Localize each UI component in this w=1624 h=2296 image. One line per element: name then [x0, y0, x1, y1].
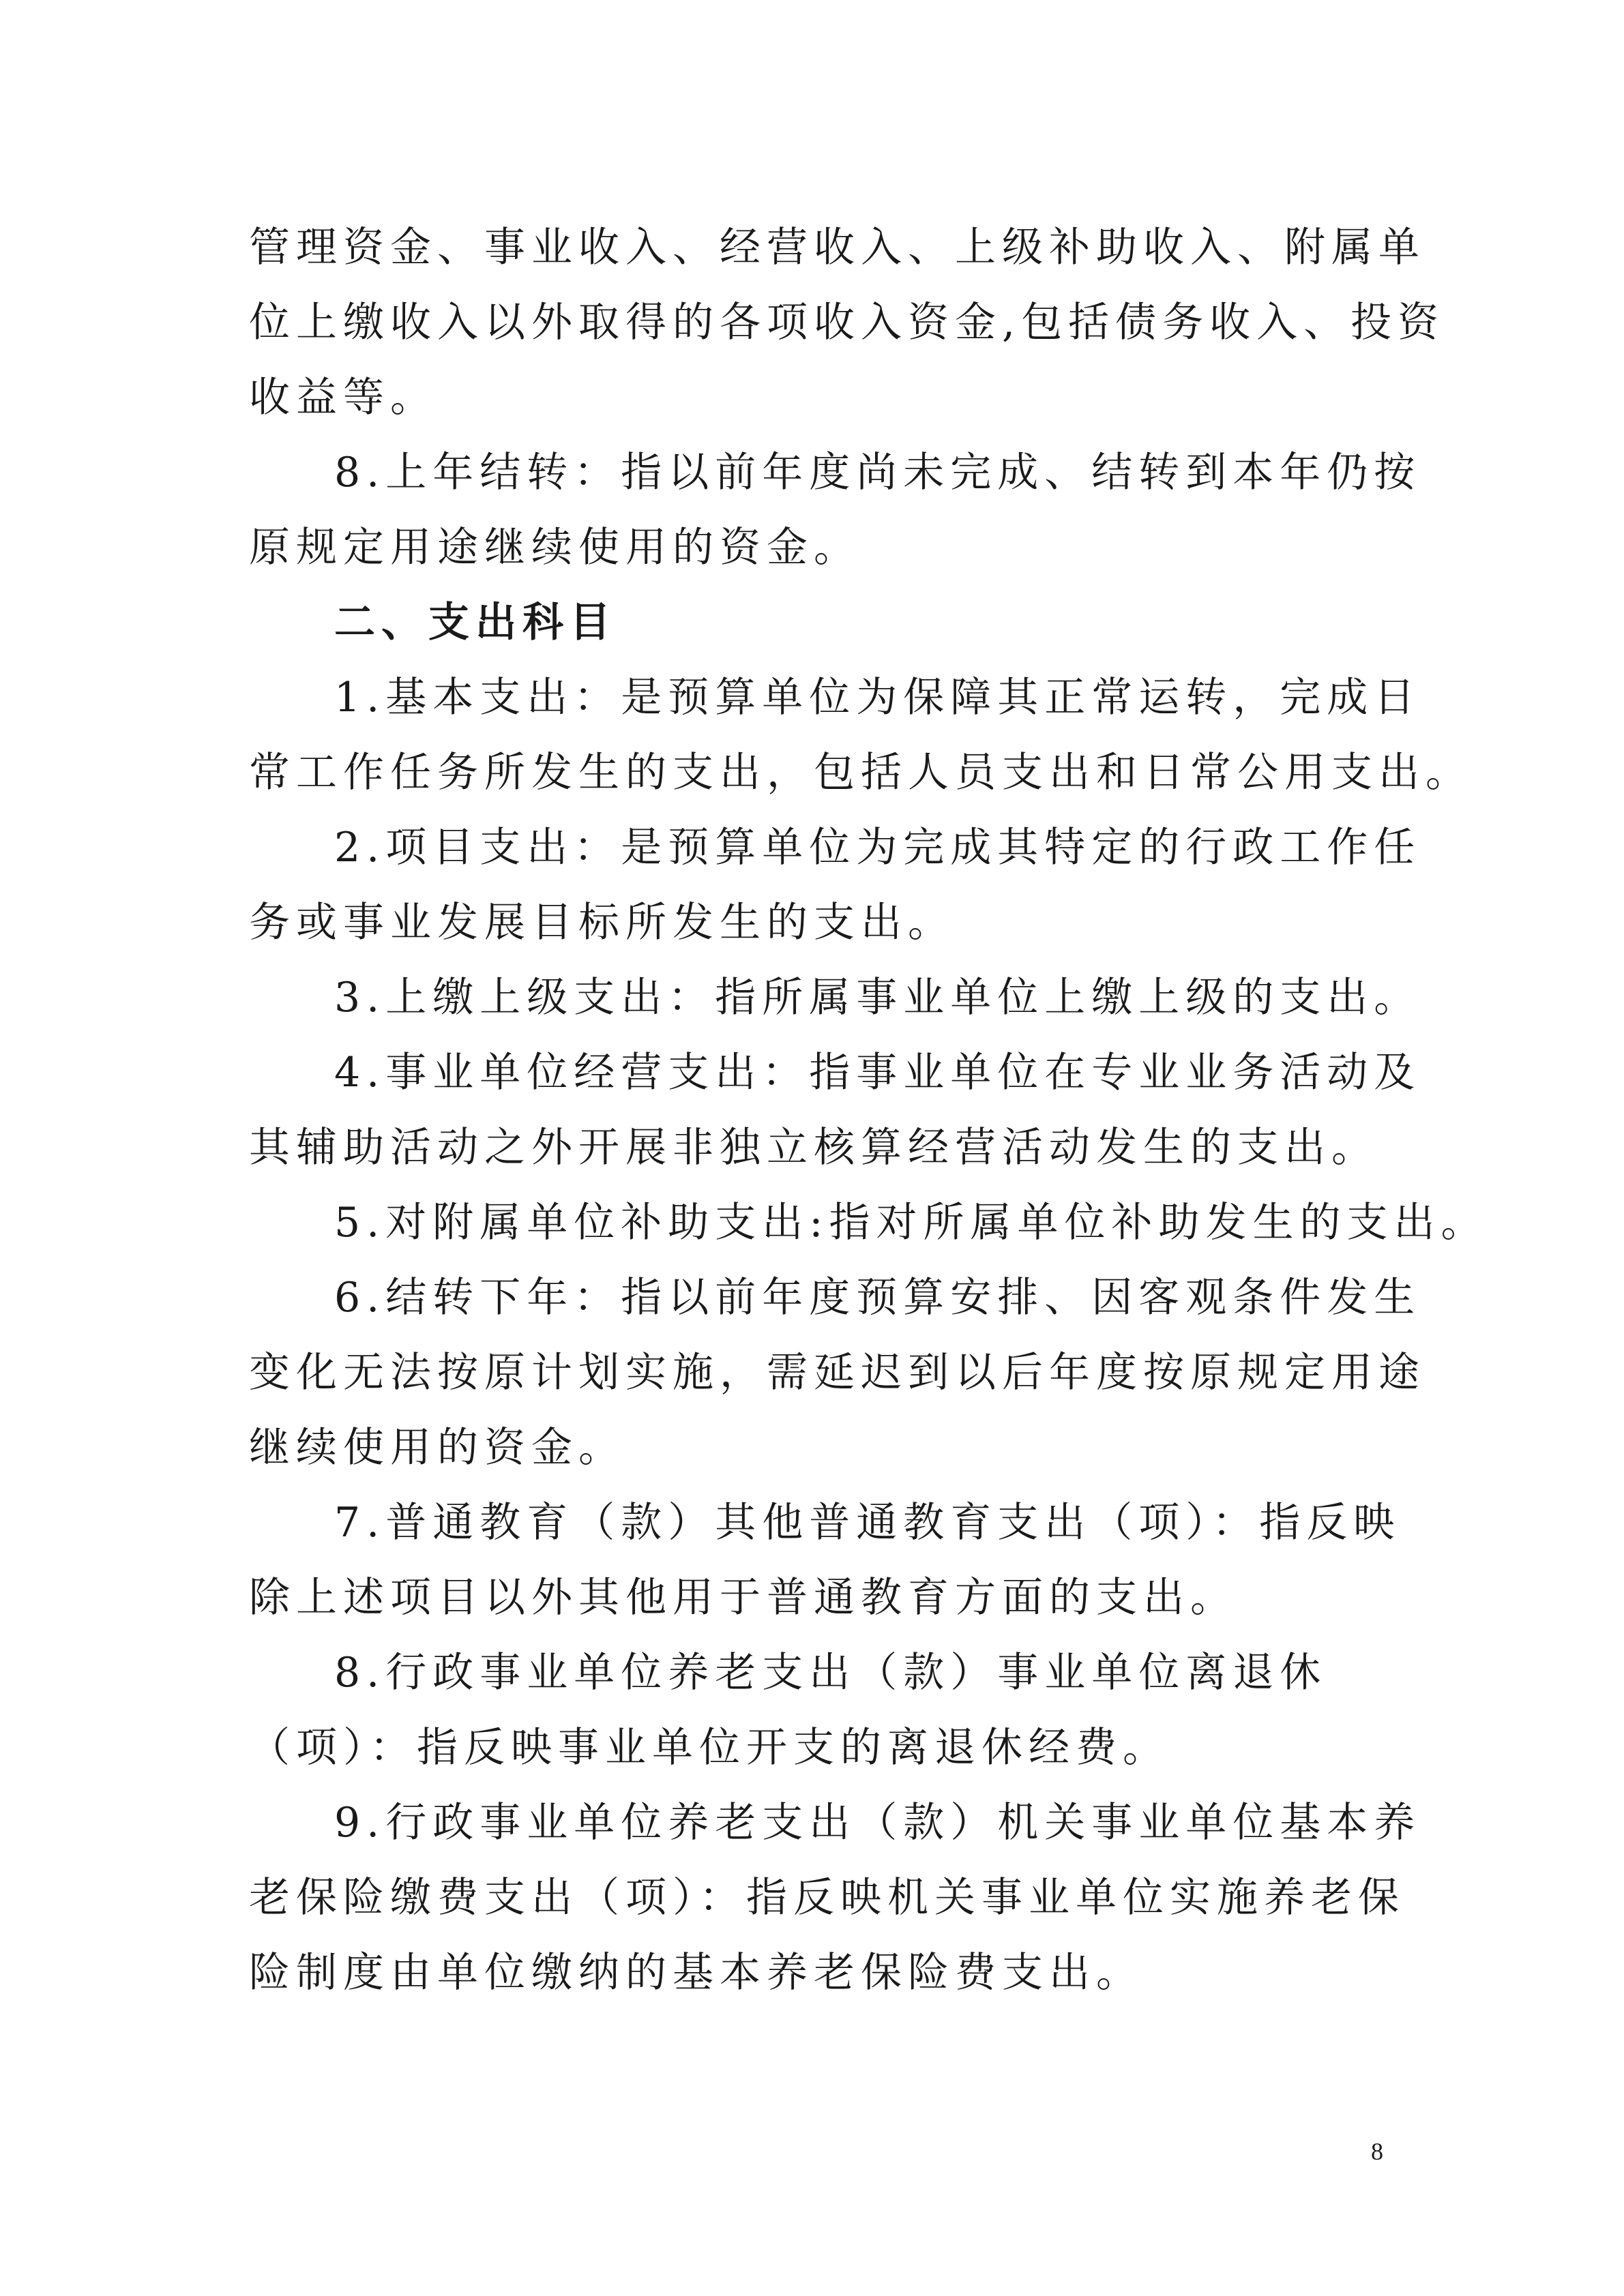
text-line-12: 4.事业单位经营支出：指事业单位在专业业务活动及	[334, 1049, 1421, 1097]
text-line-21: （项）：指反映事业单位开支的离退休经费。	[249, 1724, 1170, 1772]
text-line-16: 变化无法按原计划实施，需延迟到以后年度按原规定用途	[249, 1349, 1426, 1397]
text-line-4: 8.上年结转：指以前年度尚未完成、结转到本年仍按	[334, 449, 1421, 496]
text-line-5: 原规定用途继续使用的资金。	[249, 524, 861, 571]
text-line-7: 1.基本支出：是预算单位为保障其正常运转，完成日	[334, 674, 1421, 721]
text-line-1: 管理资金、事业收入、经营收入、上级补助收入、附属单	[249, 224, 1426, 271]
text-line-2: 位上缴收入以外取得的各项收入资金,包括债务收入、投资	[249, 299, 1445, 346]
text-line-19: 除上述项目以外其他用于普通教育方面的支出。	[249, 1574, 1237, 1622]
text-line-8: 常工作任务所发生的支出，包括人员支出和日常公用支出。	[249, 749, 1473, 796]
text-line-20: 8.行政事业单位养老支出（款）事业单位离退休	[334, 1649, 1327, 1697]
text-line-22: 9.行政事业单位养老支出（款）机关事业单位基本养	[334, 1799, 1421, 1847]
text-line-17: 继续使用的资金。	[249, 1424, 625, 1472]
text-line-10: 务或事业发展目标所发生的支出。	[249, 899, 955, 946]
text-line-13: 其辅助活动之外开展非独立核算经营活动发生的支出。	[249, 1124, 1378, 1172]
text-line-3: 收益等。	[249, 374, 437, 421]
text-line-23: 老保险缴费支出（项）：指反映机关事业单位实施养老保	[249, 1874, 1405, 1922]
page-number: 8	[1371, 2138, 1383, 2165]
text-line-9: 2.项目支出：是预算单位为完成其特定的行政工作任	[334, 824, 1421, 871]
text-line-15: 6.结转下年：指以前年度预算安排、因客观条件发生	[334, 1274, 1421, 1322]
text-line-14: 5.对附属单位补助支出:指对所属单位补助发生的支出。	[334, 1199, 1488, 1247]
text-line-11: 3.上缴上级支出：指所属事业单位上缴上级的支出。	[334, 974, 1421, 1022]
text-line-24: 险制度由单位缴纳的基本养老保险费支出。	[249, 1949, 1143, 1997]
text-line-18: 7.普通教育（款）其他普通教育支出（项）：指反映	[334, 1499, 1401, 1547]
section-heading: 二、支出科目	[334, 599, 617, 646]
